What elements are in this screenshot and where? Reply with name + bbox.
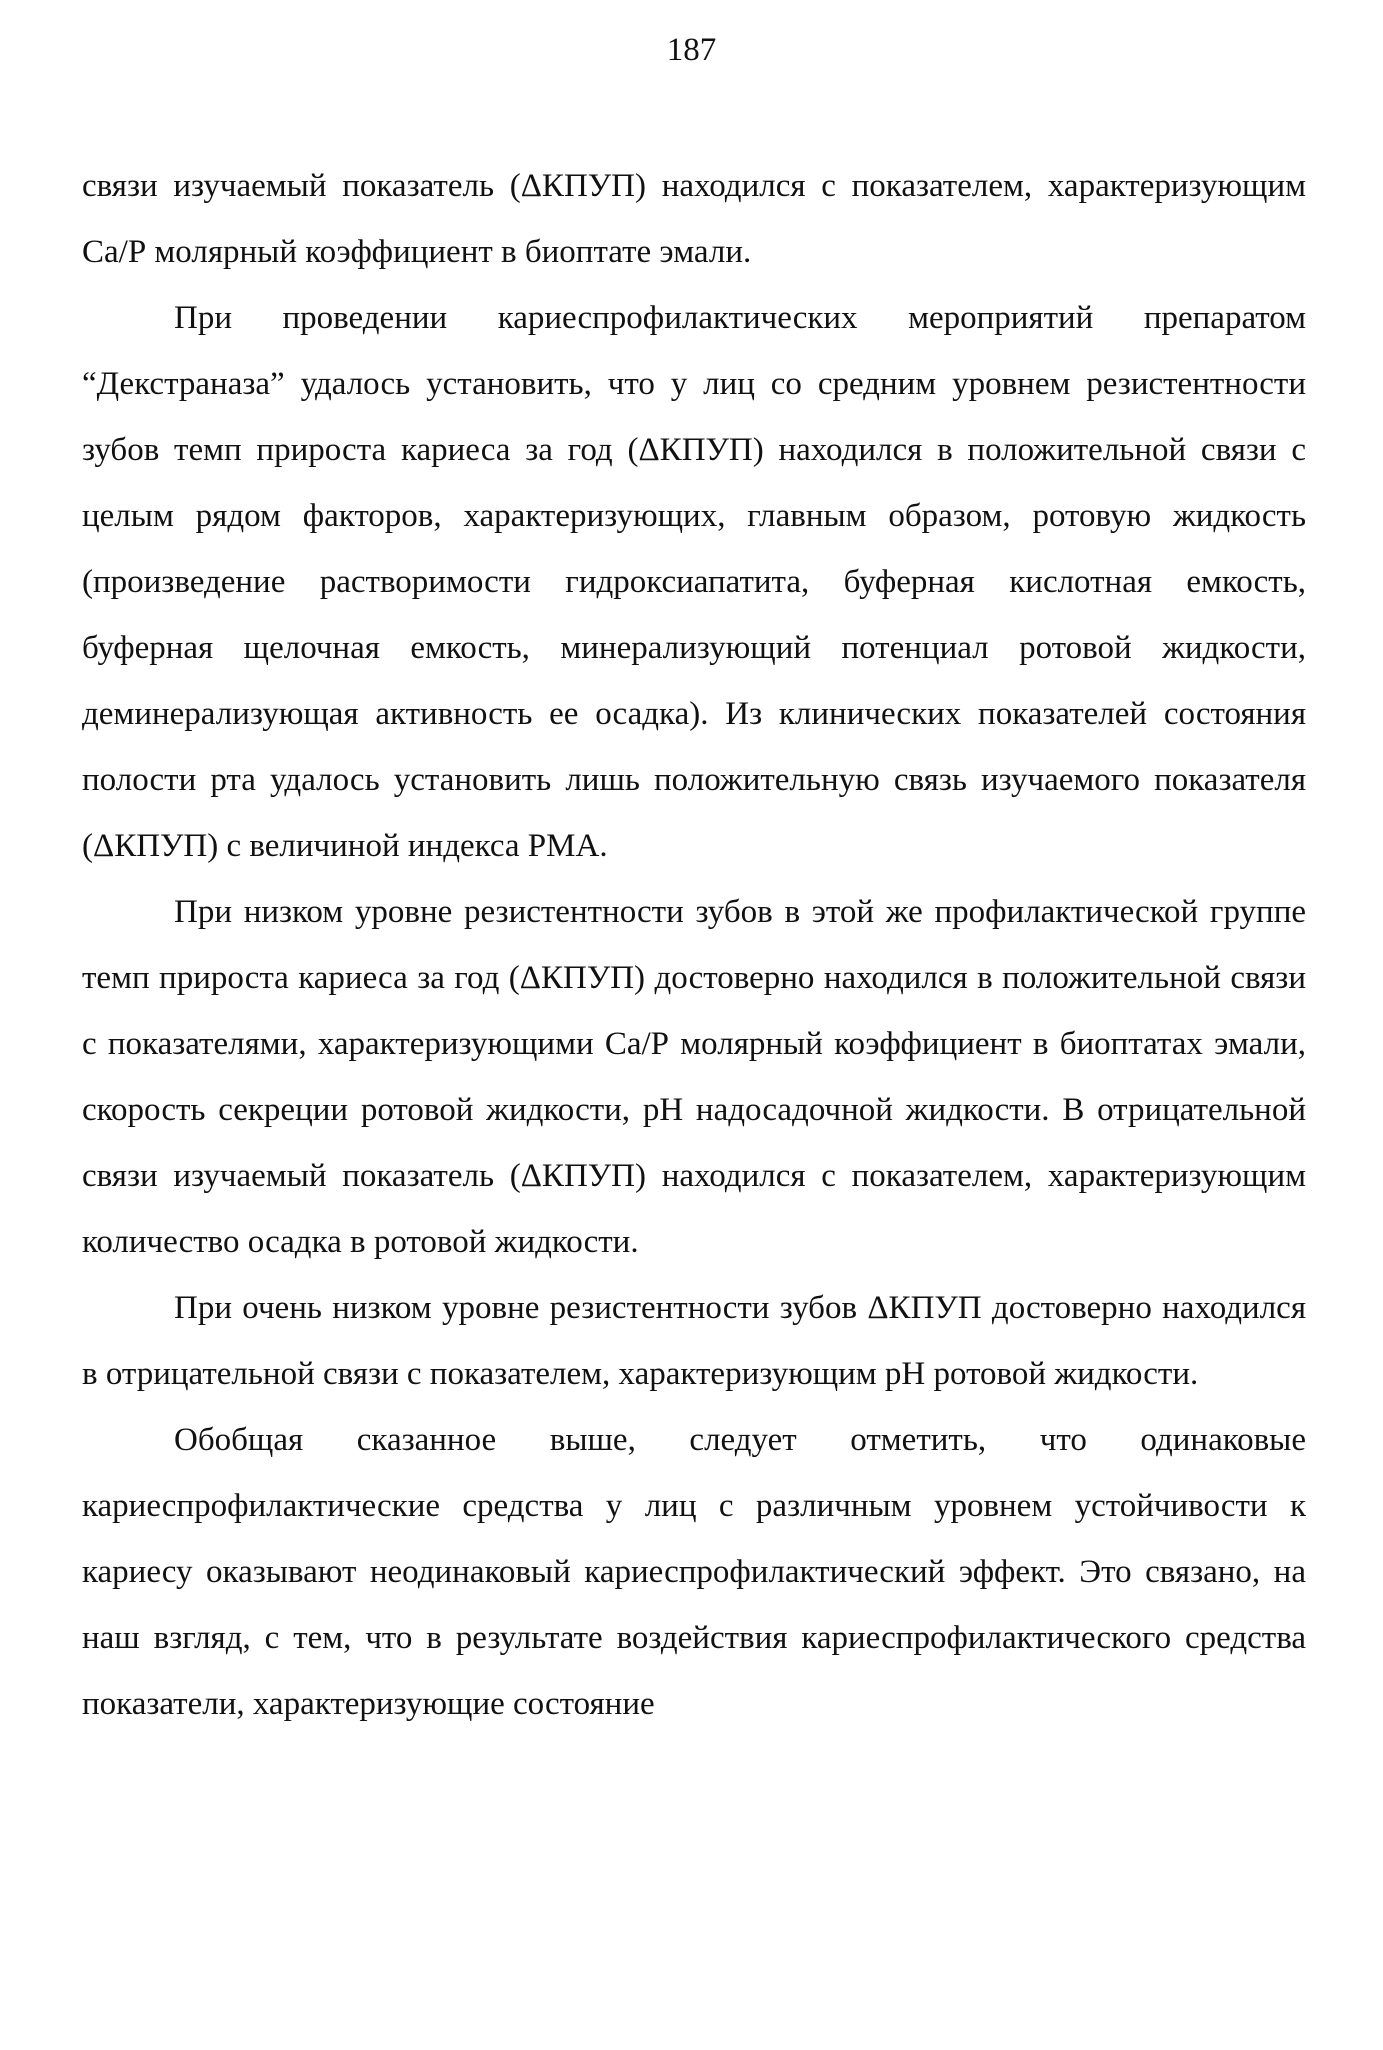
page-number: 187 xyxy=(666,32,717,68)
paragraph-dextranase-medium-resistance: При проведении кариеспрофилактических мероприятий препаратом “Декстраназа” удалось установить, что у лиц со средним уровнем резистентности зубов темп прироста кариеса за год (ΔКПУП) находился в положительной связи с целым рядом факторов, характеризующих, главным образом, ротовую жидкость (произведение растворимости гидроксиапатита, буферная кислотная емкость, буферная щелочная емкость, минерализующий потенциал ротовой жидкости, деминерализующая активность ее осадка). Из клинических показателей состояния полости рта удалось установить лишь положительную связь изучаемого показателя (ΔКПУП) с величиной индекса РМА. xyxy=(82,300,1306,864)
paragraph-very-low-resistance: При очень низком уровне резистентности зубов ΔКПУП достоверно находился в отрицательной связи с показателем, характеризующим рН ротовой жидкости. xyxy=(82,1290,1306,1392)
text-body xyxy=(82,153,1306,1737)
paragraph-continuation: связи изучаемый показатель (ΔКПУП) находился с показателем, характеризующим Са/Р молярный коэффициент в биоптате эмали. xyxy=(82,168,1306,270)
paragraph-low-resistance: При низком уровне резистентности зубов в этой же профилактической группе темп прироста кариеса за год (ΔКПУП) достоверно находился в положительной связи с показателями, характеризующими Са/Р молярный коэффициент в биоптатах эмали, скорость секреции ротовой жидкости, рН надосадочной жидкости. В отрицательной связи изучаемый показатель (ΔКПУП) находился с показателем, характеризующим количество осадка в ротовой жидкости. xyxy=(82,894,1306,1260)
paragraph-summary: Обобщая сказанное выше, следует отметить, что одинаковые кариеспрофилактические средства у лиц с различным уровнем устойчивости к кариесу оказывают неодинаковый кариеспрофилактический эффект. Это связано, на наш взгляд, с тем, что в результате воздействия кариеспрофилактического средства показатели, характеризующие состояние xyxy=(82,1422,1306,1722)
